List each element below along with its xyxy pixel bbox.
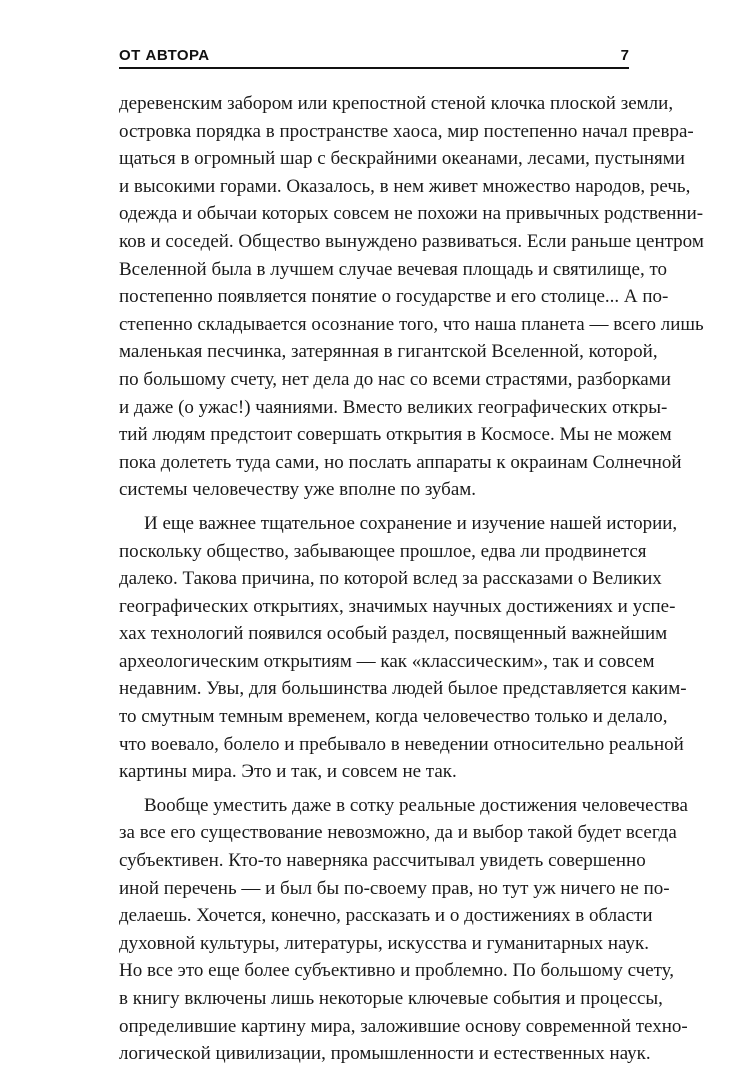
text-line: картины мира. Это и так, и совсем не так. [119, 761, 457, 783]
header-rule [119, 67, 629, 69]
section-title: ОТ АВТОРА [119, 47, 210, 64]
text-line: Но все это еще более субъективно и проблемно. По большому счету, [119, 960, 675, 982]
page-number: 7 [620, 47, 629, 64]
running-head [119, 44, 629, 68]
text-line: постепенно появляется понятие о государстве и его столице... А по- [119, 286, 669, 308]
text-line: щаться в огромный шар с бескрайними океанами, лесами, пустынями [119, 148, 685, 170]
text-line: географических открытиях, значимых научных достижениях и успе- [119, 595, 676, 617]
text-line: и даже (о ужас!) чаяниями. Вместо великих географических откры- [119, 396, 668, 418]
text-line: недавним. Увы, для большинства людей былое представляется каким- [119, 678, 687, 700]
text-line: системы человечеству уже вполне по зубам. [119, 479, 477, 501]
text-line: по большому счету, нет дела до нас со всеми страстями, разборками [119, 368, 671, 390]
text-line: И еще важнее тщательное сохранение и изучение нашей истории, [144, 512, 678, 534]
text-line: делаешь. Хочется, конечно, рассказать и о достижениях в области [119, 905, 653, 927]
text-line: маленькая песчинка, затерянная в гигантской Вселенной, которой, [119, 341, 658, 363]
text-line: далеко. Такова причина, по которой вслед за рассказами о Великих [119, 568, 662, 590]
text-line: тий людям предстоит совершать открытия в Космосе. Мы не можем [119, 424, 672, 446]
text-line: определившие картину мира, заложившие основу современной техно- [119, 1015, 688, 1037]
body-text [119, 90, 704, 1074]
text-line: деревенским забором или крепостной стеной клочка плоской земли, [119, 93, 674, 114]
text-line: и высокими горами. Оказалось, в нем живет множество народов, речь, [119, 175, 691, 197]
text-line: островка порядка в пространстве хаоса, мир постепенно начал превра- [119, 120, 694, 142]
text-line: одежда и обычаи которых совсем не похожи на привычных родственни- [119, 203, 704, 225]
text-line: что воевало, болело и пребывало в неведении относительно реальной [119, 733, 684, 755]
text-line: хах технологий появился особый раздел, посвященный важнейшим [119, 623, 668, 645]
text-line: субъективен. Кто-то наверняка рассчитывал увидеть совершенно [119, 850, 646, 872]
paragraph [119, 792, 688, 1068]
text-line: логической цивилизации, промышленности и естественных наук. [119, 1043, 651, 1065]
text-line: Вселенной была в лучшем случае вечевая площадь и святилище, то [119, 258, 668, 280]
text-line: в книгу включены лишь некоторые ключевые события и процессы, [119, 988, 663, 1009]
paragraph [119, 90, 704, 504]
text-line: степенно складывается осознание того, что наша планета — всего лишь [119, 313, 704, 335]
text-line: то смутным темным временем, когда человечество только и делало, [119, 706, 668, 728]
text-line: духовной культуры, литературы, искусства и гуманитарных наук. [119, 932, 650, 954]
text-line: поскольку общество, забывающее прошлое, едва ли продвинется [119, 540, 647, 562]
text-line: археологическим открытиям — как «классическим», так и совсем [119, 650, 655, 672]
text-line: пока долететь туда сами, но послать аппараты к окраинам Солнечной [119, 451, 682, 473]
text-line: ков и соседей. Общество вынуждено развиваться. Если раньше центром [119, 230, 704, 252]
text-line: иной перечень — и был бы по-своему прав, но тут уж ничего не по- [119, 877, 670, 899]
paragraph [119, 510, 687, 786]
text-line: Вообще уместить даже в сотку реальные достижения человечества [144, 794, 688, 816]
text-line: за все его существование невозможно, да и выбор такой будет всегда [119, 822, 677, 844]
